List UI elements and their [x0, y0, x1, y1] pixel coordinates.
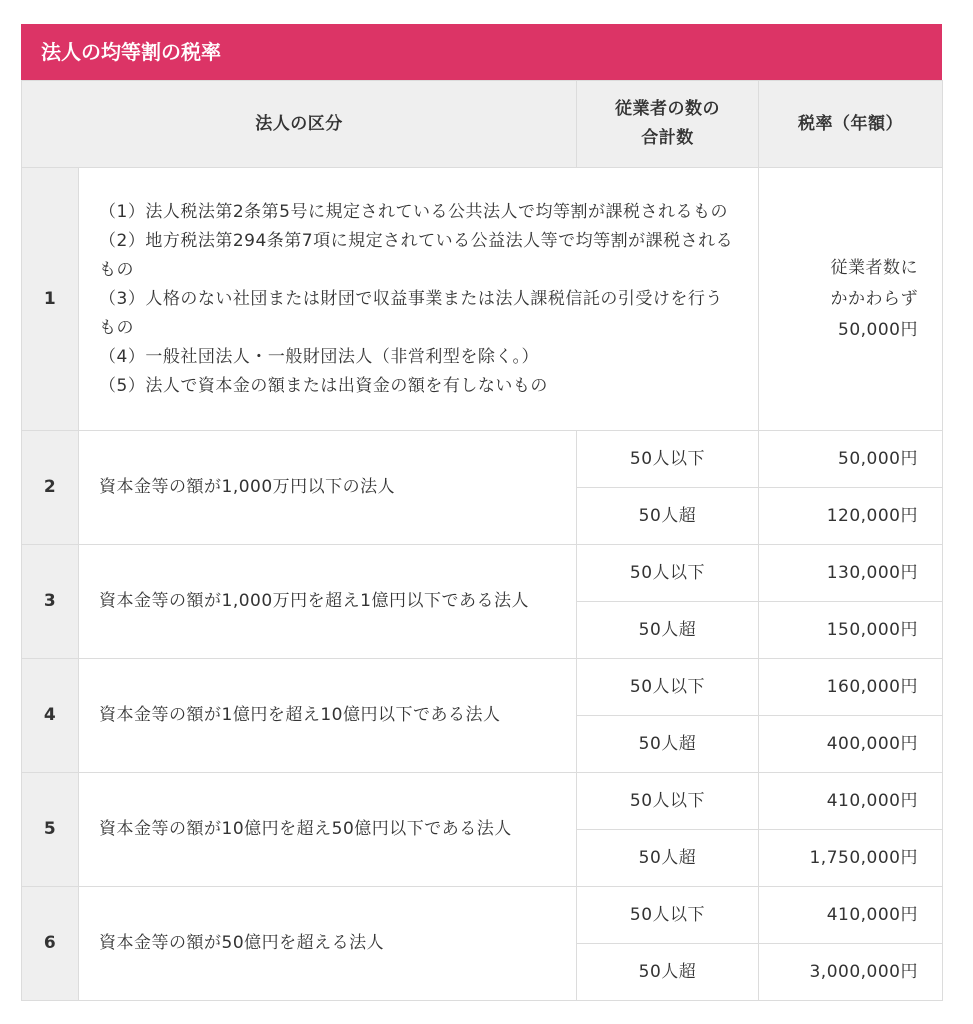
employee-count-cell: 50人以下 [577, 659, 759, 716]
employee-count-cell: 50人超 [577, 716, 759, 773]
table-row [22, 773, 943, 830]
table-row [22, 887, 943, 944]
rate-cell: 120,000円 [759, 488, 943, 545]
row-number: 6 [22, 887, 79, 1001]
rate-cell: 50,000円 [759, 431, 943, 488]
table-row [22, 545, 943, 602]
row-description: 資本金等の額が1億円を超え10億円以下である法人 [79, 659, 577, 773]
list-item: （3）人格のない社団または財団で収益事業または法人課税信託の引受けを行うもの [99, 288, 723, 338]
row-number: 1 [22, 168, 79, 431]
employee-count-cell: 50人超 [577, 830, 759, 887]
table-row [22, 431, 943, 488]
rate-line: かかわらず [830, 288, 918, 309]
rate-cell: 400,000円 [759, 716, 943, 773]
row-number: 2 [22, 431, 79, 545]
employee-count-cell: 50人超 [577, 944, 759, 1001]
employee-count-cell: 50人以下 [577, 545, 759, 602]
table-header-row [22, 81, 943, 168]
rate-line: 従業者数に [830, 257, 918, 278]
rate-cell: 150,000円 [759, 602, 943, 659]
row-description: 資本金等の額が10億円を超え50億円以下である法人 [79, 773, 577, 887]
rate-cell: 160,000円 [759, 659, 943, 716]
header-employees-line2: 合計数 [641, 128, 694, 148]
list-item: （4）一般社団法人・一般財団法人（非営利型を除く。） [99, 346, 539, 367]
header-category: 法人の区分 [22, 81, 577, 168]
rate-cell: 3,000,000円 [759, 944, 943, 1001]
employee-count-cell: 50人超 [577, 488, 759, 545]
employee-count-cell: 50人以下 [577, 773, 759, 830]
row-description: 資本金等の額が50億円を超える法人 [79, 887, 577, 1001]
employee-count-cell: 50人以下 [577, 431, 759, 488]
tax-rate-table [21, 80, 943, 1001]
row-number: 5 [22, 773, 79, 887]
row-description [79, 168, 759, 431]
rate-cell: 1,750,000円 [759, 830, 943, 887]
section-title: 法人の均等割の税率 [21, 24, 942, 80]
rate-cell [759, 168, 943, 431]
list-item: （1）法人税法第2条第5号に規定されている公共法人で均等割が課税されるもの [99, 201, 728, 222]
table-row [22, 168, 943, 431]
row-description: 資本金等の額が1,000万円以下の法人 [79, 431, 577, 545]
row-number: 3 [22, 545, 79, 659]
list-item: （2）地方税法第294条第7項に規定されている公益法人等で均等割が課税されるもの [99, 230, 734, 280]
rate-line: 50,000円 [838, 319, 918, 340]
header-rate: 税率（年額） [759, 81, 943, 168]
rate-cell: 410,000円 [759, 773, 943, 830]
table-row [22, 659, 943, 716]
row-number: 4 [22, 659, 79, 773]
employee-count-cell: 50人超 [577, 602, 759, 659]
list-item: （5）法人で資本金の額または出資金の額を有しないもの [99, 375, 548, 396]
tax-rate-section [21, 24, 942, 1001]
header-employees-line1: 従業者の数の [615, 99, 720, 119]
rate-cell: 410,000円 [759, 887, 943, 944]
header-employees [577, 81, 759, 168]
employee-count-cell: 50人以下 [577, 887, 759, 944]
row-description: 資本金等の額が1,000万円を超え1億円以下である法人 [79, 545, 577, 659]
rate-cell: 130,000円 [759, 545, 943, 602]
